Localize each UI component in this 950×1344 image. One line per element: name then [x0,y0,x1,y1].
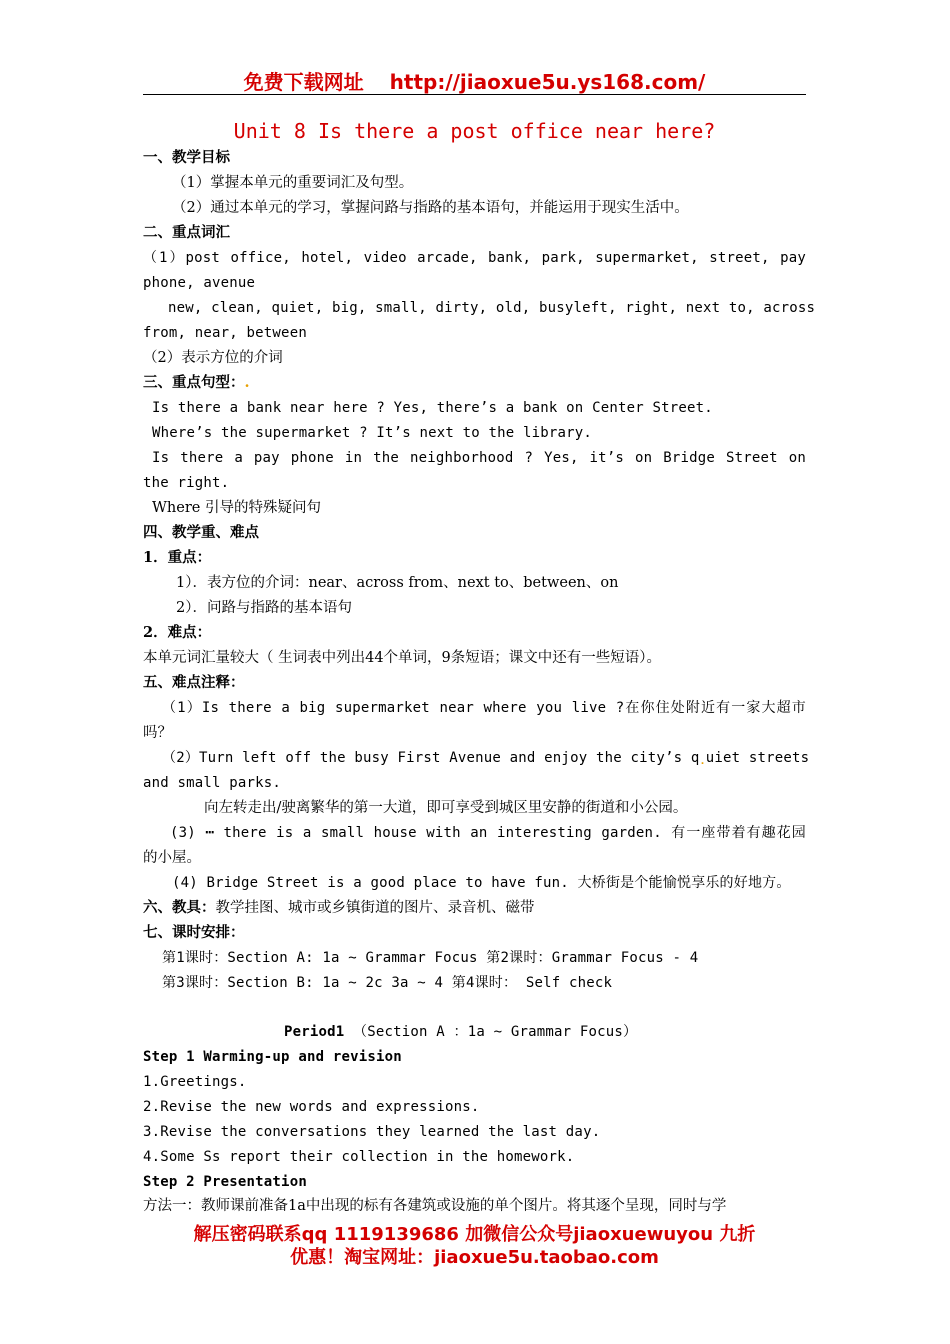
objective-item: （1）掌握本单元的重要词汇及句型。 [172,175,414,191]
vocabulary-line: （1）post office, hotel, video arcade, bank, park, supermarket, street, pay [143,250,806,266]
sentence-line: Is there a bank near here ? Yes, there’s a bank on Center Street. [152,400,713,416]
teaching-aids [143,898,813,918]
step1-item: 2.Revise the new words and expressions. [143,1099,480,1115]
note-line: 吗？ [143,725,172,741]
note-line-part: （2）Turn left off the busy First Avenue and enjoy the city’s q [162,750,700,766]
objective-item: （2）通过本单元的学习，掌握问路与指路的基本语句，并能运用于现实生活中。 [172,200,689,216]
note-line: （1）Is there a big supermarket near where you live ?在你住处附近有一家大超市 [162,700,806,716]
section-heading-key-points: 四、教学重、难点 [143,524,259,541]
period-subtitle: （Section A ：1a ~ Grammar Focus） [353,1024,638,1040]
note-line [162,748,832,772]
difficulty-text: 本单元词汇量较大（ 生词表中列出44个单词，9条短语；课文中还有一些短语）。 [143,650,662,666]
sentence-line: the right. [143,475,230,491]
note-line-part: uiet streets [705,750,810,766]
section-heading-aids: 六、教具： [143,899,216,916]
step2-heading: Step 2 Presentation [143,1174,307,1190]
orange-dot-mark: . [699,756,706,767]
subheading-focus: 1．重点： [143,549,212,566]
schedule-line: 第1课时：Section A: 1a ~ Grammar Focus 第2课时：Grammar Focus - 4 [162,950,699,966]
note-line: (4) Bridge Street is a good place to have fun. 大桥街是个能愉悦享乐的好地方。 [172,875,791,891]
period-label: Period1 [284,1024,345,1040]
section-heading-sentences-text: 三、重点句型： [143,374,245,391]
footer-shop-link[interactable]: 优惠！淘宝网址：jiaoxue5u.taobao.com [290,1247,659,1268]
vocabulary-line: new, clean, quiet, big, small, dirty, old, busyleft, right, next to, across [168,300,816,316]
header-download-label: 免费下载网址 [243,70,364,94]
vocabulary-line: （2）表示方位的介词 [143,350,283,366]
sentence-line: Is there a pay phone in the neighborhood ? Yes, it’s on Bridge Street on [152,450,806,466]
note-line: (3) ┅ there is a small house with an interesting garden. 有一座带着有趣花园 [170,825,806,841]
subheading-difficulty: 2．难点： [143,624,212,641]
note-line: 的小屋。 [143,850,201,866]
section-heading-notes: 五、难点注释： [143,674,245,691]
schedule-line: 第3课时：Section B: 1a ~ 2c 3a ~ 4 第4课时： Self check [162,975,613,991]
sentence-line: Where 引导的特殊疑问句 [152,500,321,516]
focus-item: 2）．问路与指路的基本语句 [176,600,352,616]
focus-item: 1）．表方位的介词：near、across from、next to、between、on [176,575,619,591]
section-heading-objectives: 一、教学目标 [143,149,230,166]
note-line: 向左转走出/驶离繁华的第一大道，即可享受到城区里安静的街道和小公园。 [204,800,688,816]
header-divider [143,94,806,95]
period-title [284,1022,950,1042]
step1-item: 1.Greetings. [143,1074,247,1090]
vocabulary-line: phone, avenue [143,275,256,291]
page-header [143,66,806,96]
step1-item: 3.Revise the conversations they learned the last day. [143,1124,601,1140]
section-heading-sentences [143,373,813,393]
note-line: and small parks. [143,775,282,791]
orange-dot-mark: . [244,374,250,391]
teaching-aids-text: 教学挂图、城市或乡镇街道的图片、录音机、磁带 [215,900,535,916]
step1-heading: Step 1 Warming-up and revision [143,1049,402,1065]
header-url-link[interactable]: http://jiaoxue5u.ys168.com/ [389,70,706,94]
footer-contact: 解压密码联系qq 1119139686 加微信公众号jiaoxuewuyou 九折 [193,1224,756,1245]
vocabulary-line: from, near, between [143,325,307,341]
document-title: Unit 8 Is there a post office near here? [233,119,716,143]
step2-text: 方法一：教师课前准备1a中出现的标有各建筑或设施的单个图片。将其逐个呈现，同时与学 [143,1198,727,1214]
section-heading-vocabulary: 二、重点词汇 [143,224,230,241]
step1-item: 4.Some Ss report their collection in the homework. [143,1149,575,1165]
section-heading-schedule: 七、课时安排： [143,924,245,941]
sentence-line: Where’s the supermarket ? It’s next to the library. [152,425,593,441]
